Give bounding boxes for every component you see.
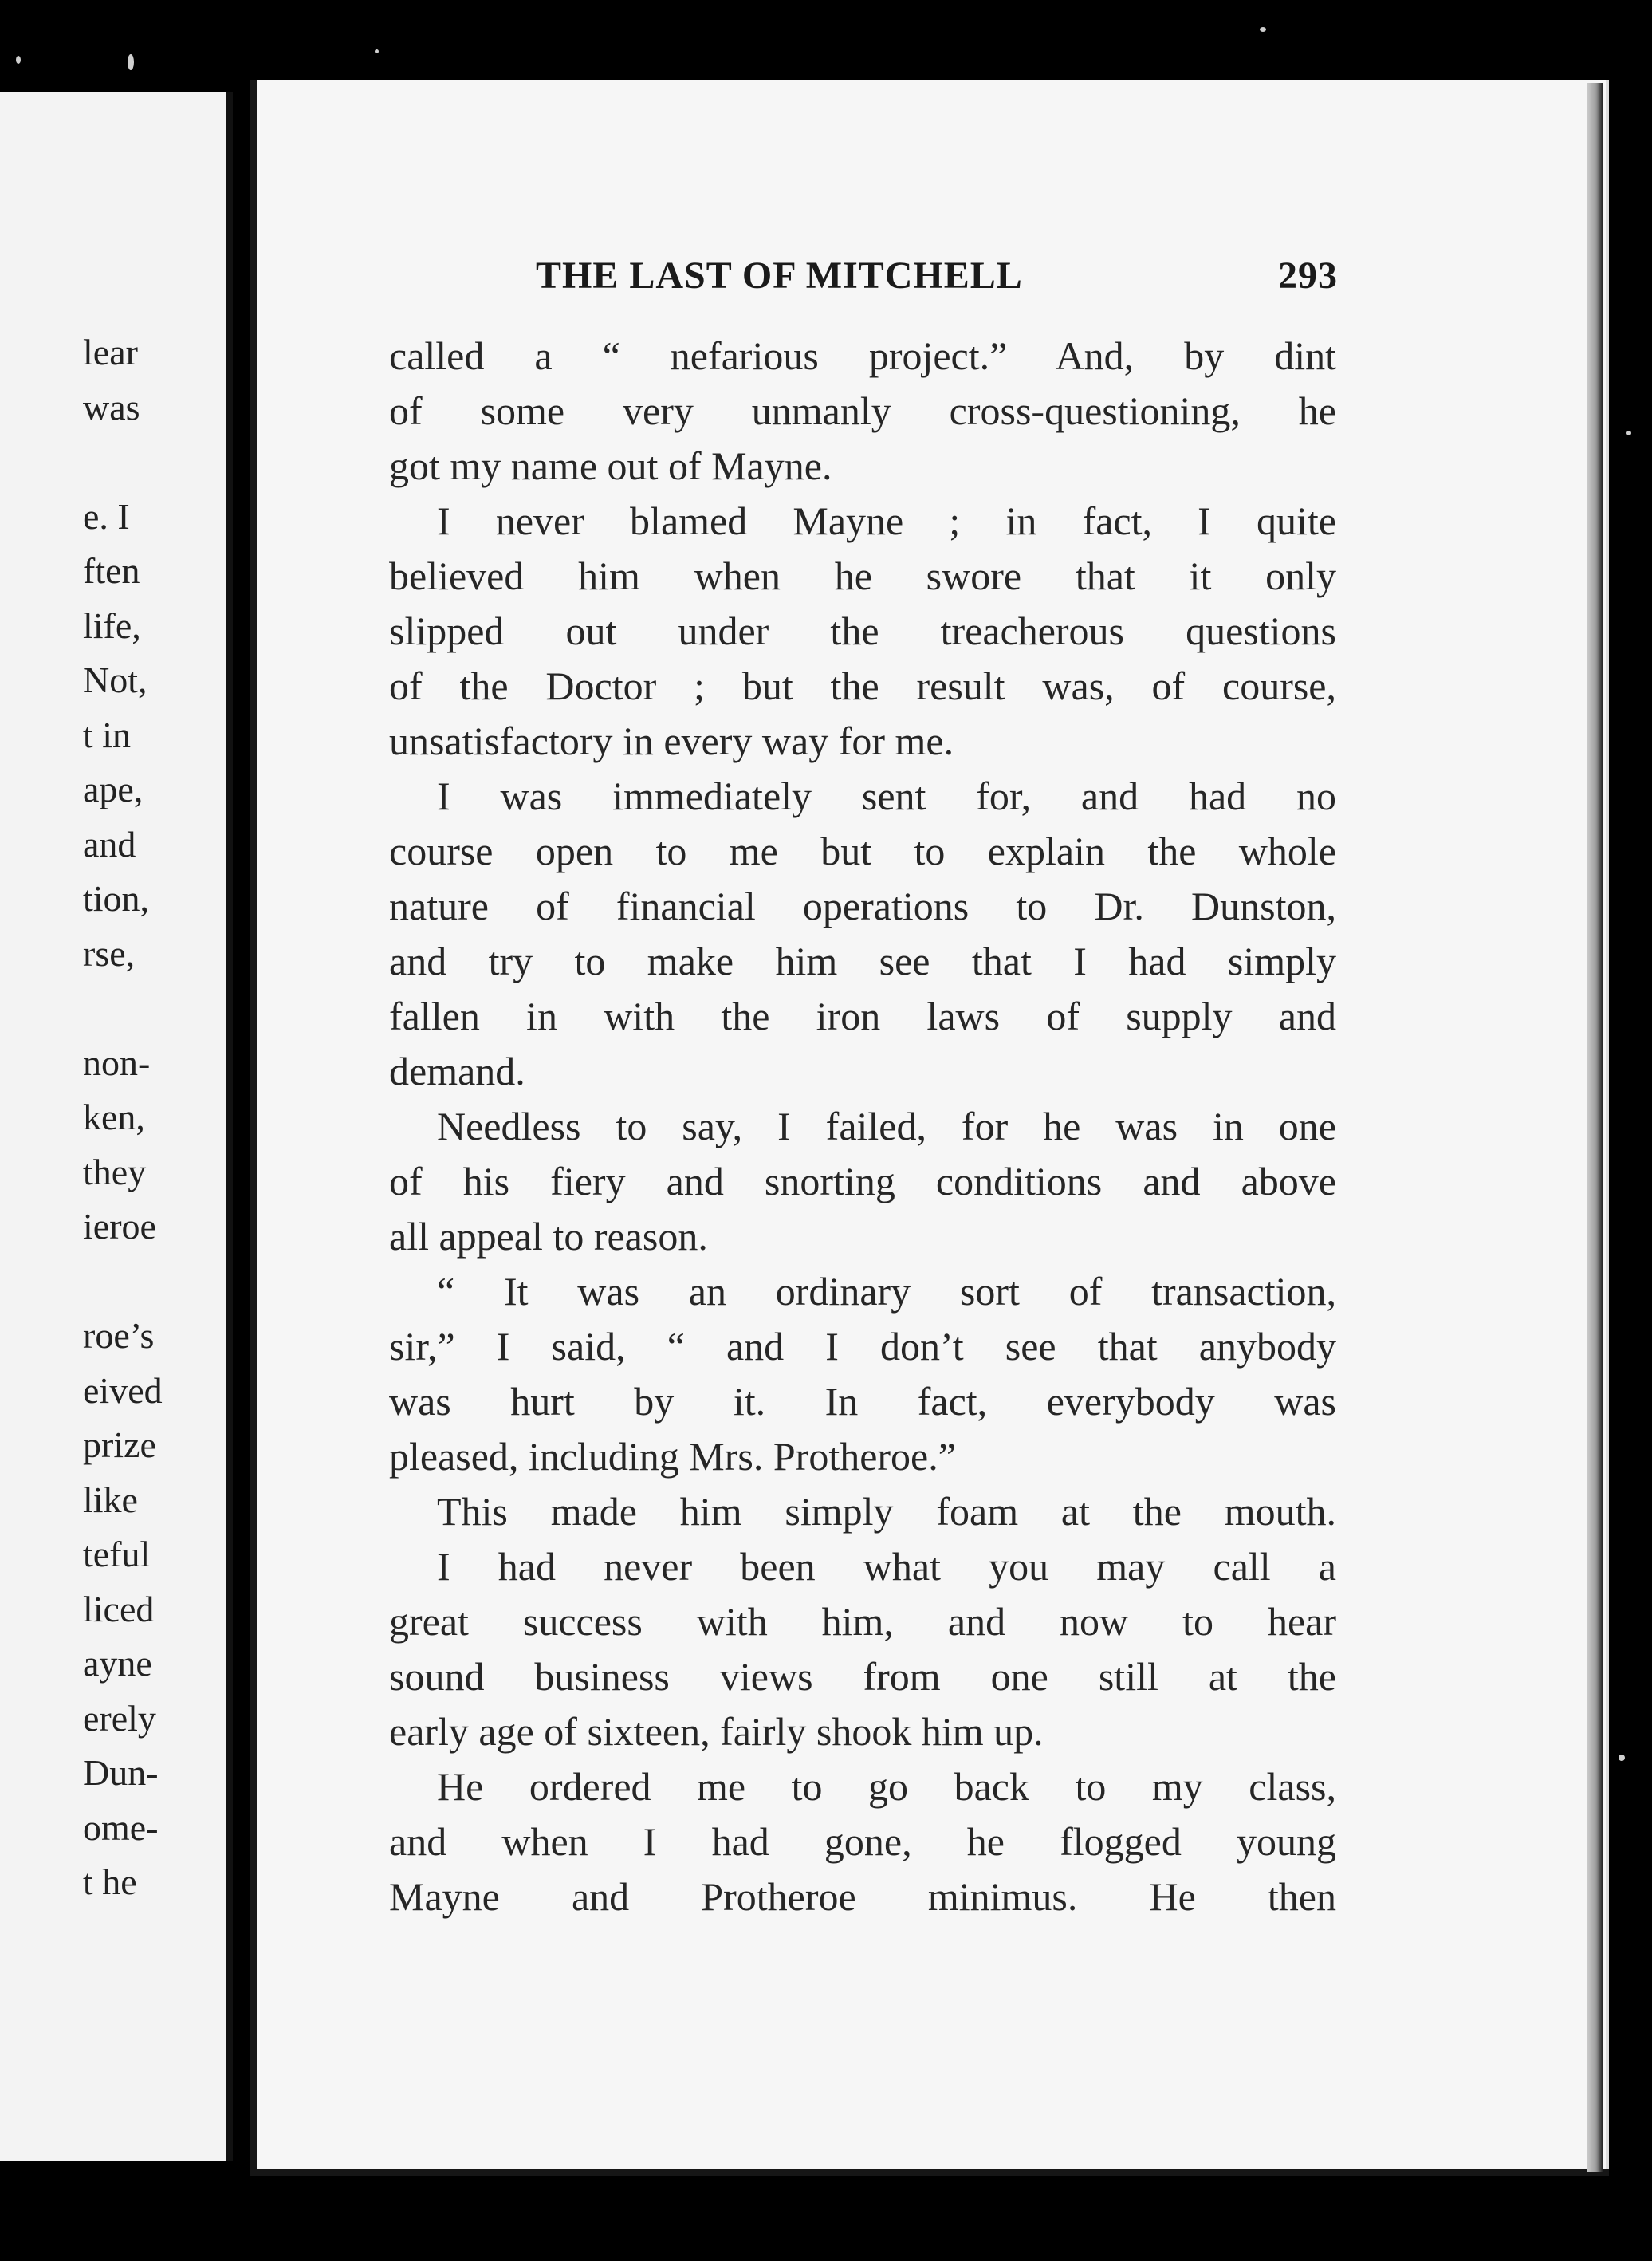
facing-page-line: ape, (83, 769, 144, 809)
scan-speck (128, 54, 134, 70)
facing-page-line: teful (83, 1534, 151, 1574)
text-line: pleased, including Mrs. Protheroe.” (389, 1434, 956, 1479)
text-line: believed him when he swore that it only (389, 553, 1336, 598)
facing-page-line: t in (83, 714, 132, 755)
facing-page-line: ften (83, 550, 140, 591)
scan-speck (1619, 1755, 1625, 1761)
facing-page-line: non- (83, 1042, 151, 1083)
text-line: called a “ nefarious project.” And, by dint (389, 333, 1336, 378)
facing-page-line: t he (83, 1861, 137, 1902)
facing-page-fragment (0, 92, 233, 2161)
text-line: This made him simply foam at the mouth. (437, 1489, 1336, 1534)
text-line: fallen in with the iron laws of supply and (389, 994, 1336, 1038)
scan-speck (16, 56, 21, 64)
scan-speck (1626, 431, 1631, 435)
facing-page-line: they (83, 1151, 147, 1192)
facing-page-line: lear (83, 332, 138, 372)
text-line: demand. (389, 1049, 525, 1093)
facing-page-line: ome- (83, 1806, 159, 1848)
text-line: of his fiery and snorting conditions and above (389, 1159, 1336, 1203)
text-line: sir,” I said, “ and I don’t see that anybody (389, 1324, 1336, 1369)
text-line: of the Doctor ; but the result was, of course, (389, 664, 1336, 708)
facing-page-line: and (83, 823, 136, 865)
facing-page-line: ken, (83, 1097, 145, 1137)
facing-page-line: like (83, 1479, 138, 1520)
scan-speck (375, 49, 379, 53)
facing-page-line: tion, (83, 878, 150, 919)
text-line: unsatisfactory in every way for me. (389, 719, 954, 763)
running-header (536, 254, 1338, 301)
text-line: of some very unmanly cross-questioning, he (389, 388, 1336, 433)
facing-page-line: Not, (83, 660, 148, 700)
text-line: I had never been what you may call a (437, 1544, 1336, 1589)
text-line: great success with him, and now to hear (389, 1599, 1336, 1644)
text-line: all appeal to reason. (389, 1214, 708, 1259)
text-line: course open to me but to explain the whole (389, 829, 1336, 873)
facing-page-line: was (83, 386, 140, 427)
facing-page-line: e. I (83, 495, 130, 537)
text-line: was hurt by it. In fact, everybody was (389, 1379, 1336, 1424)
text-line: slipped out under the treacherous questions (389, 609, 1336, 653)
scan-speck (1260, 27, 1266, 32)
facing-page-line: erely (83, 1697, 156, 1739)
facing-page-line: Dun- (83, 1752, 159, 1793)
facing-page-line: ayne (83, 1643, 152, 1684)
page-number: 293 (1278, 254, 1338, 297)
text-line: “ It was an ordinary sort of transaction, (437, 1269, 1336, 1314)
facing-page-line: eived (83, 1369, 163, 1411)
facing-page-line: rse, (83, 932, 136, 974)
facing-page-line: ieroe (83, 1206, 156, 1247)
text-line: I was immediately sent for, and had no (437, 774, 1336, 818)
running-title: THE LAST OF MITCHELL (536, 254, 1023, 297)
text-line: He ordered me to go back to my class, (437, 1764, 1336, 1809)
text-line: and when I had gone, he flogged young (389, 1819, 1336, 1864)
text-line: sound business views from one still at the (389, 1654, 1336, 1699)
facing-page-line: prize (83, 1424, 156, 1465)
text-line: early age of sixteen, fairly shook him up. (389, 1709, 1044, 1754)
text-line: I never blamed Mayne ; in fact, I quite (437, 498, 1336, 543)
facing-page-line: liced (83, 1588, 155, 1629)
text-line: Mayne and Protheroe minimus. He then (389, 1874, 1336, 1919)
text-line: nature of financial operations to Dr. Dunston, (389, 884, 1336, 928)
page-edge-shadow (1587, 83, 1603, 2172)
facing-page-line: roe’s (83, 1315, 155, 1356)
text-line: Needless to say, I failed, for he was in one (437, 1104, 1336, 1148)
text-line: got my name out of Mayne. (389, 443, 832, 488)
text-line: and try to make him see that I had simply (389, 939, 1336, 983)
facing-page-line: life, (83, 605, 141, 646)
